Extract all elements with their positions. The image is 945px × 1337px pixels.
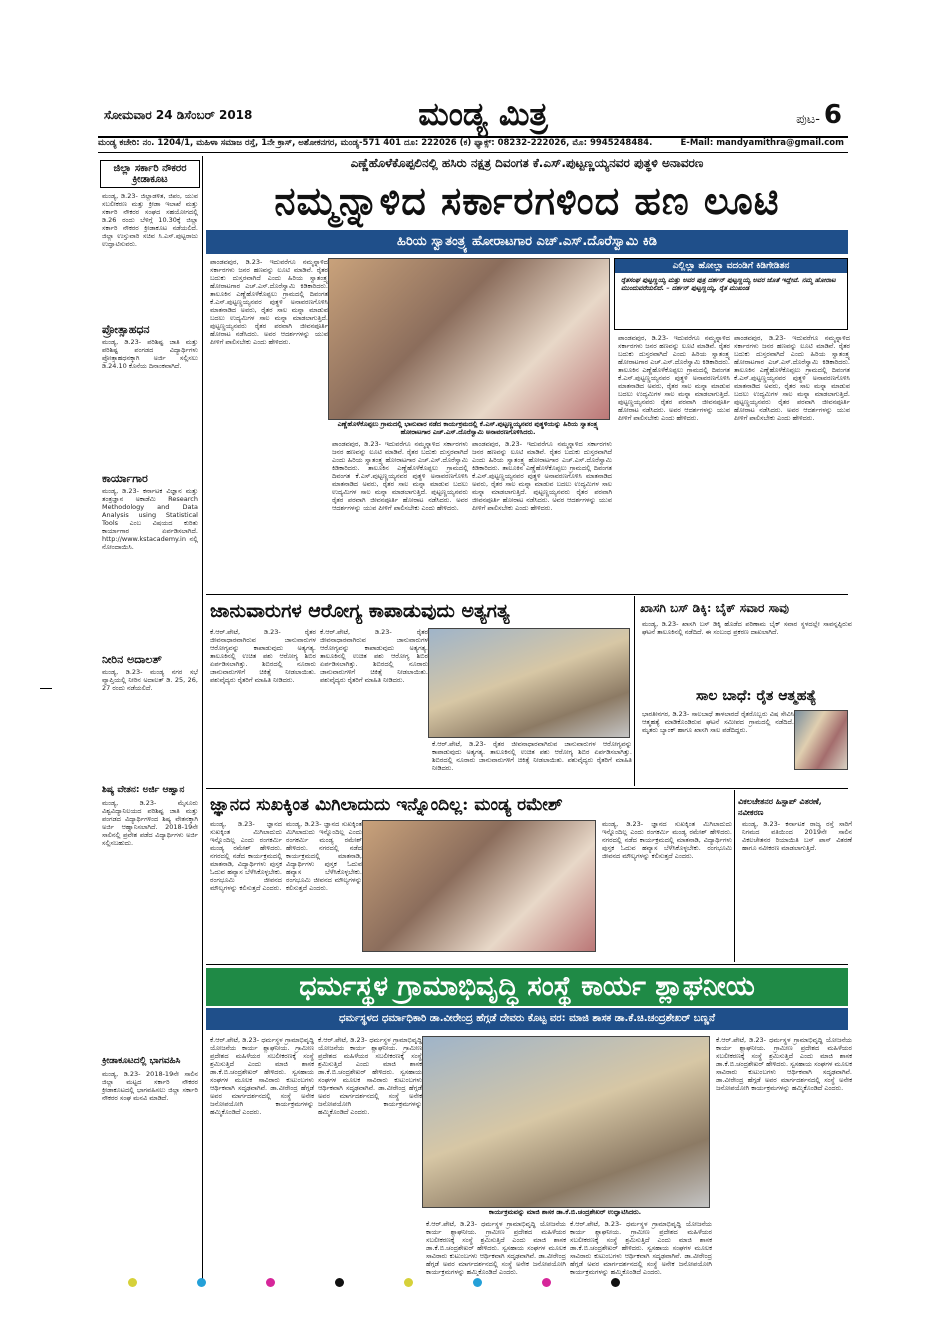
email-address: E-Mail: mandyamithra@gmail.com [680, 138, 844, 148]
divider-v1 [634, 596, 635, 786]
registration-dot [611, 1278, 620, 1287]
registration-dot [266, 1278, 275, 1287]
print-registration-dots [98, 1272, 848, 1284]
registration-dot [335, 1278, 344, 1287]
brief-text-participate: ಮಂಡ್ಯ, ಡಿ.23- 2018-19ನೇ ಸಾಲಿನ ಜಿಲ್ಲಾ ಮಟ್ಟದ ಸರ್ಕಾರಿ ನೌಕರರ ಕ್ರೀಡಾಕೂಟದಲ್ಲಿ ಭಾಗವಹಿಸಲು ಜಿಲ್ಲಾ ಸರ್ಕಾರಿ ನೌಕರರ ಸಂಘ ಮನವಿ ಮಾಡಿದೆ. [102, 1070, 198, 1102]
story2-body-col3: ಕೆ.ಆರ್.ಪೇಟೆ, ಡಿ.23- ರೈತರ ಜೀವನಾಧಾರವಾಗಿರುವ ಜಾನುವಾರುಗಳ ಆರೋಗ್ಯವನ್ನು ಕಾಪಾಡುವುದು ಅತ್ಯಗತ್ಯ. ತಾಲೂಕಿನಲ್ಲಿ ಉಚಿತ ಪಶು ಆರೋಗ್ಯ ಶಿಬಿರ ಏರ್ಪಡಿಸಲಾಗಿತ್ತು. ಶಿಬಿರದಲ್ಲಿ ನೂರಾರು ಜಾನುವಾರುಗಳಿಗೆ ಚಿಕಿತ್ಸೆ ನೀಡಲಾಯಿತು. ಪಶುವೈದ್ಯರು ರೈತರಿಗೆ ಮಾಹಿತಿ ನೀಡಿದರು. [432, 740, 632, 772]
story7-body-col2: ಕೆ.ಆರ್.ಪೇಟೆ, ಡಿ.23- ಧರ್ಮಸ್ಥಳ ಗ್ರಾಮಾಭಿವೃದ್ಧಿ ಯೋಜನೆಯ ಕಾರ್ಯ ಶ್ಲಾಘನೀಯ. ಗ್ರಾಮೀಣ ಪ್ರದೇಶದ ಮಹಿಳೆಯರ ಸಬಲೀಕರಣಕ್ಕೆ ಸಂಸ್ಥೆ ಶ್ರಮಿಸುತ್ತಿದೆ ಎಂದು ಮಾಜಿ ಶಾಸಕ ಡಾ.ಕೆ.ಬಿ.ಚಂದ್ರಶೇಖರ್ ಹೇಳಿದರು. ಸ್ವಸಹಾಯ ಸಂಘಗಳ ಮೂಲಕ ಸಾವಿರಾರು ಕುಟುಂಬಗಳು ಆರ್ಥಿಕವಾಗಿ ಸದೃಢವಾಗಿವೆ. ಡಾ.ವೀರೇಂದ್ರ ಹೆಗ್ಗಡೆ ಅವರ ಮಾರ್ಗದರ್ಶನದಲ್ಲಿ ಸಂಸ್ಥೆ ಅನೇಕ ಜನೋಪಯೋಗಿ ಕಾರ್ಯಕ್ರಮಗಳನ್ನು ಹಮ್ಮಿಕೊಂಡಿದೆ ಎಂದರು. [318, 1036, 422, 1116]
story7-photo-caption: ಕಾರ್ಯಕ್ರಮವನ್ನು ಮಾಜಿ ಶಾಸಕ ಡಾ.ಕೆ.ಬಿ.ಚಂದ್ರಶೇಖರ್ ಉದ್ಘಾಟಿಸಿದರು. [488, 1208, 642, 1216]
story5-body-col2: ಮಂಡ್ಯ, ಡಿ.23- ಜ್ಞಾನದ ಸುಖಕ್ಕಿಂತ ಮಿಗಿಲಾದುದು ಇನ್ನೊಂದಿಲ್ಲ ಎಂದು ರಂಗಕರ್ಮಿ ಮಂಡ್ಯ ರಮೇಶ್ ಹೇಳಿದರು. ನಗರದಲ್ಲಿ ನಡೆದ ಕಾರ್ಯಕ್ರಮದಲ್ಲಿ ಮಾತನಾಡಿ, ವಿದ್ಯಾರ್ಥಿಗಳು ಪುಸ್ತಕ ಓದುವ ಹವ್ಯಾಸ ಬೆಳೆಸಿಕೊಳ್ಳಬೇಕು. ರಂಗಭೂಮಿ ಜೀವನದ ಮೌಲ್ಯಗಳನ್ನು ಕಲಿಸುತ್ತದೆ ಎಂದರು. [286, 820, 362, 892]
story4-body: ಭಾರತೀನಗರ, ಡಿ.23- ಸಾಲಬಾಧೆ ತಾಳಲಾರದೆ ರೈತರೊಬ್ಬರು ವಿಷ ಸೇವಿಸಿ ಆತ್ಮಹತ್ಯೆ ಮಾಡಿಕೊಂಡಿರುವ ಘಟನೆ ಸಮೀಪದ ಗ್ರಾಮದಲ್ಲಿ ನಡೆದಿದೆ. ಮೃತರು ಬ್ಯಾಂಕ್ ಹಾಗೂ ಖಾಸಗಿ ಸಾಲ ಪಡೆದಿದ್ದರು. [642, 710, 794, 734]
lead-photo-caption: ಎಣ್ಣೆಹೊಳೆಕೊಪ್ಪಲು ಗ್ರಾಮದಲ್ಲಿ ಭಾನುವಾರ ನಡೆದ ಕಾರ್ಯಕ್ರಮದಲ್ಲಿ ಕೆ.ಎಸ್.ಪುಟ್ಟಣ್ಣಯ್ಯನವರ ಪುತ್ಥಳಿಯನ್ನು ಹಿರಿಯ ಸ್ವಾತಂತ್ರ್ಯ ಹೋರಾಟಗಾರ ಎಚ್.ಎಸ್.ದೊರೆಸ್ವಾಮಿ ಅನಾವರಣಗೊಳಿಸಿದರು. [337, 420, 599, 436]
lead-headline: ನಮ್ಮನ್ನಾಳಿದ ಸರ್ಕಾರಗಳಿಂದ ಹಣ ಲೂಟಿ [274, 178, 780, 223]
brief-title-water-adalat: ನೀರಿನ ಅದಾಲತ್ [102, 653, 162, 666]
story7-headline: ಧರ್ಮಸ್ಥಳ ಗ್ರಾಮಾಭಿವೃದ್ಧಿ ಸಂಸ್ಥೆ ಕಾರ್ಯ ಶ್ಲಾಘನೀಯ [206, 968, 848, 1006]
registration-dot [128, 1278, 137, 1287]
masthead [98, 92, 848, 138]
lead-quote-box [614, 258, 848, 330]
issue-date: ಸೋಮವಾರ 24 ಡಿಸೆಂಬರ್ 2018 [104, 108, 253, 122]
brief-text-scholarship: ಮಂಡ್ಯ, ಡಿ.23- ಮೈಸೂರು ವಿಶ್ವವಿದ್ಯಾನಿಲಯದ ಪರಿಶಿಷ್ಟ ಜಾತಿ ಮತ್ತು ಪಂಗಡದ ವಿದ್ಯಾರ್ಥಿಗಳಿಂದ ಶಿಷ್ಯ ವೇತನಕ್ಕಾಗಿ ಅರ್ಜಿ ಆಹ್ವಾನಿಸಲಾಗಿದೆ. 2018-19ನೇ ಸಾಲಿನಲ್ಲಿ ಪ್ರವೇಶ ಪಡೆದ ವಿದ್ಯಾರ್ಥಿಗಳು ಅರ್ಜಿ ಸಲ್ಲಿಸಬಹುದು. [102, 799, 198, 847]
story4-photo [794, 710, 848, 770]
office-address: ಮಂಡ್ಯ ಕಚೇರಿ: ನಂ. 1204/1, ಮಹಿಳಾ ಸಮಾಜ ರಸ್ತೆ, 1ನೇ ಕ್ರಾಸ್, ಅಶೋಕನಗರ, ಮಂಡ್ಯ-571 401 ದೂ: 222026 (ಕ) ಫ್ಯಾಕ್ಸ್: 08232-222026, ಮೊ: 9945248484. [98, 138, 653, 148]
brief-text-sports: ಮಂಡ್ಯ, ಡಿ.23- ಜಿಲ್ಲಾಡಳಿತ, ಜಿಪಂ, ಯುವ ಸಬಲೀಕರಣ ಮತ್ತು ಕ್ರೀಡಾ ಇಲಾಖೆ ಮತ್ತು ಸರ್ಕಾರಿ ನೌಕರರ ಸಂಘದ ಸಹಯೋಗದಲ್ಲಿ ಡಿ.26 ರಂದು ಬೆಳಿಗ್ಗೆ 10.30ಕ್ಕೆ ಜಿಲ್ಲಾ ಸರ್ಕಾರಿ ನೌಕರರ ಕ್ರೀಡಾಕೂಟ ನಡೆಯಲಿದೆ. ಜಿಲ್ಲಾ ಉಸ್ತುವಾರಿ ಸಚಿವ ಸಿ.ಎಸ್.ಪುಟ್ಟರಾಜು ಉದ್ಘಾಟಿಸುವರು. [102, 192, 198, 248]
story7-subhead: ಧರ್ಮಸ್ಥಳದ ಧರ್ಮಾಧಿಕಾರಿ ಡಾ.ವೀರೇಂದ್ರ ಹೆಗ್ಗಡೆ ದೇವರು ಕೊಟ್ಟ ವರ: ಮಾಜಿ ಶಾಸಕ ಡಾ.ಕೆ.ಚಿ.ಚಂದ್ರಶೇಖರ್ ಬಣ್ಣನೆ [206, 1008, 848, 1030]
lead-body-col1: ಪಾಂಡವಪುರ, ಡಿ.23- ಇದುವರೆಗೂ ನಮ್ಮನ್ನಾಳಿದ ಸರ್ಕಾರಗಳು ಜನರ ಹಣವನ್ನು ಲೂಟಿ ಮಾಡಿವೆ. ರೈತರ ಬದುಕು ದುಸ್ತರವಾಗಿದೆ ಎಂದು ಹಿರಿಯ ಸ್ವಾತಂತ್ರ್ಯ ಹೋರಾಟಗಾರ ಎಚ್.ಎಸ್.ದೊರೆಸ್ವಾಮಿ ಕಿಡಿಕಾರಿದರು. ತಾಲೂಕಿನ ಎಣ್ಣೆಹೊಳೆಕೊಪ್ಪಲು ಗ್ರಾಮದಲ್ಲಿ ದಿವಂಗತ ಕೆ.ಎಸ್.ಪುಟ್ಟಣ್ಣಯ್ಯನವರ ಪುತ್ಥಳಿ ಅನಾವರಣಗೊಳಿಸಿ ಮಾತನಾಡಿದ ಅವರು, ರೈತರ ಸಾಲ ಮನ್ನಾ ಮಾಡುವ ಬದಲು ಉದ್ಯಮಿಗಳ ಸಾಲ ಮನ್ನಾ ಮಾಡಲಾಗುತ್ತಿದೆ. ಪುಟ್ಟಣ್ಣಯ್ಯನವರು ರೈತರ ಪರವಾಗಿ ಜೀವನಪೂರ್ತಿ ಹೋರಾಟ ನಡೆಸಿದರು. ಅವರ ಆದರ್ಶಗಳನ್ನು ಯುವ ಪೀಳಿಗೆ ಪಾಲಿಸಬೇಕು ಎಂದು ಹೇಳಿದರು. [210, 258, 328, 346]
lead-body-col5: ಪಾಂಡವಪುರ, ಡಿ.23- ಇದುವರೆಗೂ ನಮ್ಮನ್ನಾಳಿದ ಸರ್ಕಾರಗಳು ಜನರ ಹಣವನ್ನು ಲೂಟಿ ಮಾಡಿವೆ. ರೈತರ ಬದುಕು ದುಸ್ತರವಾಗಿದೆ ಎಂದು ಹಿರಿಯ ಸ್ವಾತಂತ್ರ್ಯ ಹೋರಾಟಗಾರ ಎಚ್.ಎಸ್.ದೊರೆಸ್ವಾಮಿ ಕಿಡಿಕಾರಿದರು. ತಾಲೂಕಿನ ಎಣ್ಣೆಹೊಳೆಕೊಪ್ಪಲು ಗ್ರಾಮದಲ್ಲಿ ದಿವಂಗತ ಕೆ.ಎಸ್.ಪುಟ್ಟಣ್ಣಯ್ಯನವರ ಪುತ್ಥಳಿ ಅನಾವರಣಗೊಳಿಸಿ ಮಾತನಾಡಿದ ಅವರು, ರೈತರ ಸಾಲ ಮನ್ನಾ ಮಾಡುವ ಬದಲು ಉದ್ಯಮಿಗಳ ಸಾಲ ಮನ್ನಾ ಮಾಡಲಾಗುತ್ತಿದೆ. ಪುಟ್ಟಣ್ಣಯ್ಯನವರು ರೈತರ ಪರವಾಗಿ ಜೀವನಪೂರ್ತಿ ಹೋರಾಟ ನಡೆಸಿದರು. ಅವರ ಆದರ್ಶಗಳನ್ನು ಯುವ ಪೀಳಿಗೆ ಪಾಲಿಸಬೇಕು ಎಂದು ಹೇಳಿದರು. [734, 334, 850, 422]
story3-headline: ಖಾಸಗಿ ಬಸ್ ಡಿಕ್ಕಿ: ಬೈಕ್ ಸವಾರ ಸಾವು [640, 601, 789, 615]
brief-text-incentive: ಮಂಡ್ಯ, ಡಿ.23- ಪರಿಶಿಷ್ಟ ಜಾತಿ ಮತ್ತು ಪರಿಶಿಷ್ಟ ಪಂಗಡದ ವಿದ್ಯಾರ್ಥಿಗಳು ಪ್ರೋತ್ಸಾಹಧನಕ್ಕಾಗಿ ಅರ್ಜಿ ಸಲ್ಲಿಸಲು ಡಿ.24.10 ಕೊನೆಯ ದಿನಾಂಕವಾಗಿದೆ. [102, 338, 198, 370]
page-number [796, 100, 842, 130]
story3-body: ಮಂಡ್ಯ, ಡಿ.23- ಖಾಸಗಿ ಬಸ್ ಡಿಕ್ಕಿ ಹೊಡೆದ ಪರಿಣಾಮ ಬೈಕ್ ಸವಾರ ಸ್ಥಳದಲ್ಲೇ ಸಾವನ್ನಪ್ಪಿರುವ ಘಟನೆ ತಾಲೂಕಿನಲ್ಲಿ ನಡೆದಿದೆ. ಈ ಸಂಬಂಧ ಪ್ರಕರಣ ದಾಖಲಾಗಿದೆ. [642, 620, 852, 636]
story6-body: ಮಂಡ್ಯ, ಡಿ.23- ಕರ್ನಾಟಕ ರಾಜ್ಯ ರಸ್ತೆ ಸಾರಿಗೆ ನಿಗಮದ ವತಿಯಿಂದ 2019ನೇ ಸಾಲಿನ ವಿಕಲಚೇತನರ ರಿಯಾಯಿತಿ ಬಸ್ ಪಾಸ್ ವಿತರಣೆ ಹಾಗೂ ನವೀಕರಣ ಮಾಡಲಾಗುತ್ತಿದೆ. [742, 820, 852, 852]
divider-3 [206, 964, 848, 965]
story7-body-col4: ಕೆ.ಆರ್.ಪೇಟೆ, ಡಿ.23- ಧರ್ಮಸ್ಥಳ ಗ್ರಾಮಾಭಿವೃದ್ಧಿ ಯೋಜನೆಯ ಕಾರ್ಯ ಶ್ಲಾಘನೀಯ. ಗ್ರಾಮೀಣ ಪ್ರದೇಶದ ಮಹಿಳೆಯರ ಸಬಲೀಕರಣಕ್ಕೆ ಸಂಸ್ಥೆ ಶ್ರಮಿಸುತ್ತಿದೆ ಎಂದು ಮಾಜಿ ಶಾಸಕ ಡಾ.ಕೆ.ಬಿ.ಚಂದ್ರಶೇಖರ್ ಹೇಳಿದರು. ಸ್ವಸಹಾಯ ಸಂಘಗಳ ಮೂಲಕ ಸಾವಿರಾರು ಕುಟುಂಬಗಳು ಆರ್ಥಿಕವಾಗಿ ಸದೃಢವಾಗಿವೆ. ಡಾ.ವೀರೇಂದ್ರ ಹೆಗ್ಗಡೆ ಅವರ ಮಾರ್ಗದರ್ಶನದಲ್ಲಿ ಸಂಸ್ಥೆ ಅನೇಕ ಜನೋಪಯೋಗಿ ಕಾರ್ಯಕ್ರಮಗಳನ್ನು ಹಮ್ಮಿಕೊಂಡಿದೆ ಎಂದರು. [570, 1220, 712, 1276]
lead-subhead: ಹಿರಿಯ ಸ್ವಾತಂತ್ರ್ಯ ಹೋರಾಟಗಾರ ಎಚ್.ಎಸ್.ದೊರೆಸ್ವಾಮಿ ಕಿಡಿ [206, 230, 848, 254]
margin-mark [40, 688, 52, 689]
story4-headline: ಸಾಲ ಬಾಧೆ: ರೈತ ಆತ್ಮಹತ್ಯೆ [696, 688, 817, 704]
quote-box-title: ಎಲ್ಲಿಲ್ಲಾ ಹೋಲ್ಲಾ ವದಂಡಿಗೆ ಕಿಡಿಗೇಡಿತನ [615, 259, 847, 273]
left-column-briefs [98, 156, 203, 1286]
brief-title-workshop: ಕಾರ್ಯಾಗಾರ [102, 472, 148, 485]
registration-dot [473, 1278, 482, 1287]
story5-headline: ಜ್ಞಾನದ ಸುಖಕ್ಕಿಂತ ಮಿಗಿಲಾದುದು ಇನ್ನೊಂದಿಲ್ಲ: ಮಂಡ್ಯ ರಮೇಶ್ [210, 795, 563, 815]
lead-photo [328, 258, 610, 420]
lead-body-col3: ಪಾಂಡವಪುರ, ಡಿ.23- ಇದುವರೆಗೂ ನಮ್ಮನ್ನಾಳಿದ ಸರ್ಕಾರಗಳು ಜನರ ಹಣವನ್ನು ಲೂಟಿ ಮಾಡಿವೆ. ರೈತರ ಬದುಕು ದುಸ್ತರವಾಗಿದೆ ಎಂದು ಹಿರಿಯ ಸ್ವಾತಂತ್ರ್ಯ ಹೋರಾಟಗಾರ ಎಚ್.ಎಸ್.ದೊರೆಸ್ವಾಮಿ ಕಿಡಿಕಾರಿದರು. ತಾಲೂಕಿನ ಎಣ್ಣೆಹೊಳೆಕೊಪ್ಪಲು ಗ್ರಾಮದಲ್ಲಿ ದಿವಂಗತ ಕೆ.ಎಸ್.ಪುಟ್ಟಣ್ಣಯ್ಯನವರ ಪುತ್ಥಳಿ ಅನಾವರಣಗೊಳಿಸಿ ಮಾತನಾಡಿದ ಅವರು, ರೈತರ ಸಾಲ ಮನ್ನಾ ಮಾಡುವ ಬದಲು ಉದ್ಯಮಿಗಳ ಸಾಲ ಮನ್ನಾ ಮಾಡಲಾಗುತ್ತಿದೆ. ಪುಟ್ಟಣ್ಣಯ್ಯನವರು ರೈತರ ಪರವಾಗಿ ಜೀವನಪೂರ್ತಿ ಹೋರಾಟ ನಡೆಸಿದರು. ಅವರ ಆದರ್ಶಗಳನ್ನು ಯುವ ಪೀಳಿಗೆ ಪಾಲಿಸಬೇಕು ಎಂದು ಹೇಳಿದರು. [472, 440, 612, 512]
lead-body-col4: ಪಾಂಡವಪುರ, ಡಿ.23- ಇದುವರೆಗೂ ನಮ್ಮನ್ನಾಳಿದ ಸರ್ಕಾರಗಳು ಜನರ ಹಣವನ್ನು ಲೂಟಿ ಮಾಡಿವೆ. ರೈತರ ಬದುಕು ದುಸ್ತರವಾಗಿದೆ ಎಂದು ಹಿರಿಯ ಸ್ವಾತಂತ್ರ್ಯ ಹೋರಾಟಗಾರ ಎಚ್.ಎಸ್.ದೊರೆಸ್ವಾಮಿ ಕಿಡಿಕಾರಿದರು. ತಾಲೂಕಿನ ಎಣ್ಣೆಹೊಳೆಕೊಪ್ಪಲು ಗ್ರಾಮದಲ್ಲಿ ದಿವಂಗತ ಕೆ.ಎಸ್.ಪುಟ್ಟಣ್ಣಯ್ಯನವರ ಪುತ್ಥಳಿ ಅನಾವರಣಗೊಳಿಸಿ ಮಾತನಾಡಿದ ಅವರು, ರೈತರ ಸಾಲ ಮನ್ನಾ ಮಾಡುವ ಬದಲು ಉದ್ಯಮಿಗಳ ಸಾಲ ಮನ್ನಾ ಮಾಡಲಾಗುತ್ತಿದೆ. ಪುಟ್ಟಣ್ಣಯ್ಯನವರು ರೈತರ ಪರವಾಗಿ ಜೀವನಪೂರ್ತಿ ಹೋರಾಟ ನಡೆಸಿದರು. ಅವರ ಆದರ್ಶಗಳನ್ನು ಯುವ ಪೀಳಿಗೆ ಪಾಲಿಸಬೇಕು ಎಂದು ಹೇಳಿದರು. [618, 334, 730, 422]
divider-1 [206, 594, 848, 595]
brief-text-workshop: ಮಂಡ್ಯ, ಡಿ.23- ಕರ್ನಾಟಕ ವಿಜ್ಞಾನ ಮತ್ತು ತಂತ್ರಜ್ಞಾನ ಅಕಾಡೆಮಿ Research Methodology and Data Analysis using Statistical Tools ಎಂಬ ವಿಷಯದ ಕುರಿತು ಕಾರ್ಯಾಗಾರ ಏರ್ಪಡಿಸಲಾಗಿದೆ. http://www.kstacademy.in ನಲ್ಲಿ ನೋಂದಾಯಿಸಿ. [102, 487, 198, 551]
story7-photo [422, 1036, 710, 1208]
divider-v2 [734, 790, 735, 962]
registration-dot [542, 1278, 551, 1287]
brief-title-scholarship: ಶಿಷ್ಯ ವೇತನ: ಅರ್ಜಿ ಆಹ್ವಾನ [102, 785, 185, 795]
page-label: ಪುಟ- [796, 112, 820, 127]
brief-title-incentive: ಪ್ರೋತ್ಸಾಹಧನ [102, 323, 150, 336]
brief-text-water-adalat: ಮಂಡ್ಯ, ಡಿ.23- ಮಂಡ್ಯ ನಗರ ಸಭೆ ವ್ಯಾಪ್ತಿಯಲ್ಲಿ ನೀರಿನ ಅದಾಲತ್ ಡಿ. 25, 26, 27 ರಂದು ನಡೆಯಲಿದೆ. [102, 668, 198, 692]
story5-body-col3: ಮಂಡ್ಯ, ಡಿ.23- ಜ್ಞಾನದ ಸುಖಕ್ಕಿಂತ ಮಿಗಿಲಾದುದು ಇನ್ನೊಂದಿಲ್ಲ ಎಂದು ರಂಗಕರ್ಮಿ ಮಂಡ್ಯ ರಮೇಶ್ ಹೇಳಿದರು. ನಗರದಲ್ಲಿ ನಡೆದ ಕಾರ್ಯಕ್ರಮದಲ್ಲಿ ಮಾತನಾಡಿ, ವಿದ್ಯಾರ್ಥಿಗಳು ಪುಸ್ತಕ ಓದುವ ಹವ್ಯಾಸ ಬೆಳೆಸಿಕೊಳ್ಳಬೇಕು. ರಂಗಭೂಮಿ ಜೀವನದ ಮೌಲ್ಯಗಳನ್ನು ಕಲಿಸುತ್ತದೆ ಎಂದರು. [602, 820, 732, 860]
story2-body-col1: ಕೆ.ಆರ್.ಪೇಟೆ, ಡಿ.23- ರೈತರ ಜೀವನಾಧಾರವಾಗಿರುವ ಜಾನುವಾರುಗಳ ಆರೋಗ್ಯವನ್ನು ಕಾಪಾಡುವುದು ಅತ್ಯಗತ್ಯ. ತಾಲೂಕಿನಲ್ಲಿ ಉಚಿತ ಪಶು ಆರೋಗ್ಯ ಶಿಬಿರ ಏರ್ಪಡಿಸಲಾಗಿತ್ತು. ಶಿಬಿರದಲ್ಲಿ ನೂರಾರು ಜಾನುವಾರುಗಳಿಗೆ ಚಿಕಿತ್ಸೆ ನೀಡಲಾಯಿತು. ಪಶುವೈದ್ಯರು ರೈತರಿಗೆ ಮಾಹಿತಿ ನೀಡಿದರು. [210, 628, 316, 684]
story2-headline: ಜಾನುವಾರುಗಳ ಆರೋಗ್ಯ ಕಾಪಾಡುವುದು ಅತ್ಯಗತ್ಯ [210, 600, 510, 622]
story2-body-col2: ಕೆ.ಆರ್.ಪೇಟೆ, ಡಿ.23- ರೈತರ ಜೀವನಾಧಾರವಾಗಿರುವ ಜಾನುವಾರುಗಳ ಆರೋಗ್ಯವನ್ನು ಕಾಪಾಡುವುದು ಅತ್ಯಗತ್ಯ. ತಾಲೂಕಿನಲ್ಲಿ ಉಚಿತ ಪಶು ಆರೋಗ್ಯ ಶಿಬಿರ ಏರ್ಪಡಿಸಲಾಗಿತ್ತು. ಶಿಬಿರದಲ್ಲಿ ನೂರಾರು ಜಾನುವಾರುಗಳಿಗೆ ಚಿಕಿತ್ಸೆ ನೀಡಲಾಯಿತು. ಪಶುವೈದ್ಯರು ರೈತರಿಗೆ ಮಾಹಿತಿ ನೀಡಿದರು. [320, 628, 428, 684]
page-number-value: 6 [823, 100, 842, 130]
address-line [98, 138, 848, 153]
registration-dot [404, 1278, 413, 1287]
story6-headline: ವಿಕಲಚೇತನರ ಹಿಸ್ಪಾಪ್ ವಿತರಣೆ, ನವೀಕರಣ [738, 796, 822, 817]
quote-box-text: ರೈತಸಂಘ ಪುಟ್ಟಣ್ಣಯ್ಯ ಮತ್ತು ಅವರ ಪುತ್ರ ದರ್ಶನ್ ಪುಟ್ಟಣ್ಣಯ್ಯ ಅವರ ಜೊತೆ ಇದ್ದೇವೆ. ನಮ್ಮ ಹೋರಾಟ ಮುಂದುವರೆಯಲಿದೆ. – ದರ್ಶನ್ ಪುಟ್ಟಣ್ಣಯ್ಯ, ರೈತ ಮುಖಂಡ [621, 276, 836, 292]
story5-body-col1: ಮಂಡ್ಯ, ಡಿ.23- ಜ್ಞಾನದ ಸುಖಕ್ಕಿಂತ ಮಿಗಿಲಾದುದು ಇನ್ನೊಂದಿಲ್ಲ ಎಂದು ರಂಗಕರ್ಮಿ ಮಂಡ್ಯ ರಮೇಶ್ ಹೇಳಿದರು. ನಗರದಲ್ಲಿ ನಡೆದ ಕಾರ್ಯಕ್ರಮದಲ್ಲಿ ಮಾತನಾಡಿ, ವಿದ್ಯಾರ್ಥಿಗಳು ಪುಸ್ತಕ ಓದುವ ಹವ್ಯಾಸ ಬೆಳೆಸಿಕೊಳ್ಳಬೇಕು. ರಂಗಭೂಮಿ ಜೀವನದ ಮೌಲ್ಯಗಳನ್ನು ಕಲಿಸುತ್ತದೆ ಎಂದರು. [210, 820, 282, 892]
story7-body-col3: ಕೆ.ಆರ್.ಪೇಟೆ, ಡಿ.23- ಧರ್ಮಸ್ಥಳ ಗ್ರಾಮಾಭಿವೃದ್ಧಿ ಯೋಜನೆಯ ಕಾರ್ಯ ಶ್ಲಾಘನೀಯ. ಗ್ರಾಮೀಣ ಪ್ರದೇಶದ ಮಹಿಳೆಯರ ಸಬಲೀಕರಣಕ್ಕೆ ಸಂಸ್ಥೆ ಶ್ರಮಿಸುತ್ತಿದೆ ಎಂದು ಮಾಜಿ ಶಾಸಕ ಡಾ.ಕೆ.ಬಿ.ಚಂದ್ರಶೇಖರ್ ಹೇಳಿದರು. ಸ್ವಸಹಾಯ ಸಂಘಗಳ ಮೂಲಕ ಸಾವಿರಾರು ಕುಟುಂಬಗಳು ಆರ್ಥಿಕವಾಗಿ ಸದೃಢವಾಗಿವೆ. ಡಾ.ವೀರೇಂದ್ರ ಹೆಗ್ಗಡೆ ಅವರ ಮಾರ್ಗದರ್ಶನದಲ್ಲಿ ಸಂಸ್ಥೆ ಅನೇಕ ಜನೋಪಯೋಗಿ ಕಾರ್ಯಕ್ರಮಗಳನ್ನು ಹಮ್ಮಿಕೊಂಡಿದೆ ಎಂದರು. [426, 1220, 566, 1276]
story7-body-col1: ಕೆ.ಆರ್.ಪೇಟೆ, ಡಿ.23- ಧರ್ಮಸ್ಥಳ ಗ್ರಾಮಾಭಿವೃದ್ಧಿ ಯೋಜನೆಯ ಕಾರ್ಯ ಶ್ಲಾಘನೀಯ. ಗ್ರಾಮೀಣ ಪ್ರದೇಶದ ಮಹಿಳೆಯರ ಸಬಲೀಕರಣಕ್ಕೆ ಸಂಸ್ಥೆ ಶ್ರಮಿಸುತ್ತಿದೆ ಎಂದು ಮಾಜಿ ಶಾಸಕ ಡಾ.ಕೆ.ಬಿ.ಚಂದ್ರಶೇಖರ್ ಹೇಳಿದರು. ಸ್ವಸಹಾಯ ಸಂಘಗಳ ಮೂಲಕ ಸಾವಿರಾರು ಕುಟುಂಬಗಳು ಆರ್ಥಿಕವಾಗಿ ಸದೃಢವಾಗಿವೆ. ಡಾ.ವೀರೇಂದ್ರ ಹೆಗ್ಗಡೆ ಅವರ ಮಾರ್ಗದರ್ಶನದಲ್ಲಿ ಸಂಸ್ಥೆ ಅನೇಕ ಜನೋಪಯೋಗಿ ಕಾರ್ಯಕ್ರಮಗಳನ್ನು ಹಮ್ಮಿಕೊಂಡಿದೆ ಎಂದರು. [210, 1036, 314, 1116]
lead-body-col2: ಪಾಂಡವಪುರ, ಡಿ.23- ಇದುವರೆಗೂ ನಮ್ಮನ್ನಾಳಿದ ಸರ್ಕಾರಗಳು ಜನರ ಹಣವನ್ನು ಲೂಟಿ ಮಾಡಿವೆ. ರೈತರ ಬದುಕು ದುಸ್ತರವಾಗಿದೆ ಎಂದು ಹಿರಿಯ ಸ್ವಾತಂತ್ರ್ಯ ಹೋರಾಟಗಾರ ಎಚ್.ಎಸ್.ದೊರೆಸ್ವಾಮಿ ಕಿಡಿಕಾರಿದರು. ತಾಲೂಕಿನ ಎಣ್ಣೆಹೊಳೆಕೊಪ್ಪಲು ಗ್ರಾಮದಲ್ಲಿ ದಿವಂಗತ ಕೆ.ಎಸ್.ಪುಟ್ಟಣ್ಣಯ್ಯನವರ ಪುತ್ಥಳಿ ಅನಾವರಣಗೊಳಿಸಿ ಮಾತನಾಡಿದ ಅವರು, ರೈತರ ಸಾಲ ಮನ್ನಾ ಮಾಡುವ ಬದಲು ಉದ್ಯಮಿಗಳ ಸಾಲ ಮನ್ನಾ ಮಾಡಲಾಗುತ್ತಿದೆ. ಪುಟ್ಟಣ್ಣಯ್ಯನವರು ರೈತರ ಪರವಾಗಿ ಜೀವನಪೂರ್ತಿ ಹೋರಾಟ ನಡೆಸಿದರು. ಅವರ ಆದರ್ಶಗಳನ್ನು ಯುವ ಪೀಳಿಗೆ ಪಾಲಿಸಬೇಕು ಎಂದು ಹೇಳಿದರು. [332, 440, 468, 512]
newspaper-page [98, 86, 852, 1286]
brief-title-participate: ಕ್ರೀಡಾಕೂಟದಲ್ಲಿ ಭಾಗವಹಿಸಿ [102, 1056, 181, 1066]
registration-dot [197, 1278, 206, 1287]
lead-kicker: ಎಣ್ಣೆಹೊಳೆಕೊಪ್ಪಲಿನಲ್ಲಿ ಹಸಿರು ನಕ್ಷತ್ರ ದಿವಂಗತ ಕೆ.ಎಸ್.ಪುಟ್ಟಣ್ಣಯ್ಯನವರ ಪುತ್ಥಳಿ ಅನಾವರಣ [350, 156, 704, 170]
newspaper-logo: ಮಂಡ್ಯ ಮಿತ್ರ [418, 95, 548, 133]
brief-title-sports: ಜಿಲ್ಲಾ ಸರ್ಕಾರಿ ನೌಕರರ ಕ್ರೀಡಾಕೂಟ [100, 160, 200, 188]
story7-body-col5: ಕೆ.ಆರ್.ಪೇಟೆ, ಡಿ.23- ಧರ್ಮಸ್ಥಳ ಗ್ರಾಮಾಭಿವೃದ್ಧಿ ಯೋಜನೆಯ ಕಾರ್ಯ ಶ್ಲಾಘನೀಯ. ಗ್ರಾಮೀಣ ಪ್ರದೇಶದ ಮಹಿಳೆಯರ ಸಬಲೀಕರಣಕ್ಕೆ ಸಂಸ್ಥೆ ಶ್ರಮಿಸುತ್ತಿದೆ ಎಂದು ಮಾಜಿ ಶಾಸಕ ಡಾ.ಕೆ.ಬಿ.ಚಂದ್ರಶೇಖರ್ ಹೇಳಿದರು. ಸ್ವಸಹಾಯ ಸಂಘಗಳ ಮೂಲಕ ಸಾವಿರಾರು ಕುಟುಂಬಗಳು ಆರ್ಥಿಕವಾಗಿ ಸದೃಢವಾಗಿವೆ. ಡಾ.ವೀರೇಂದ್ರ ಹೆಗ್ಗಡೆ ಅವರ ಮಾರ್ಗದರ್ಶನದಲ್ಲಿ ಸಂಸ್ಥೆ ಅನೇಕ ಜನೋಪಯೋಗಿ ಕಾರ್ಯಕ್ರಮಗಳನ್ನು ಹಮ್ಮಿಕೊಂಡಿದೆ ಎಂದರು. [716, 1036, 852, 1092]
story2-photo [428, 628, 630, 738]
story5-photo [362, 820, 596, 952]
divider-2 [206, 788, 848, 789]
